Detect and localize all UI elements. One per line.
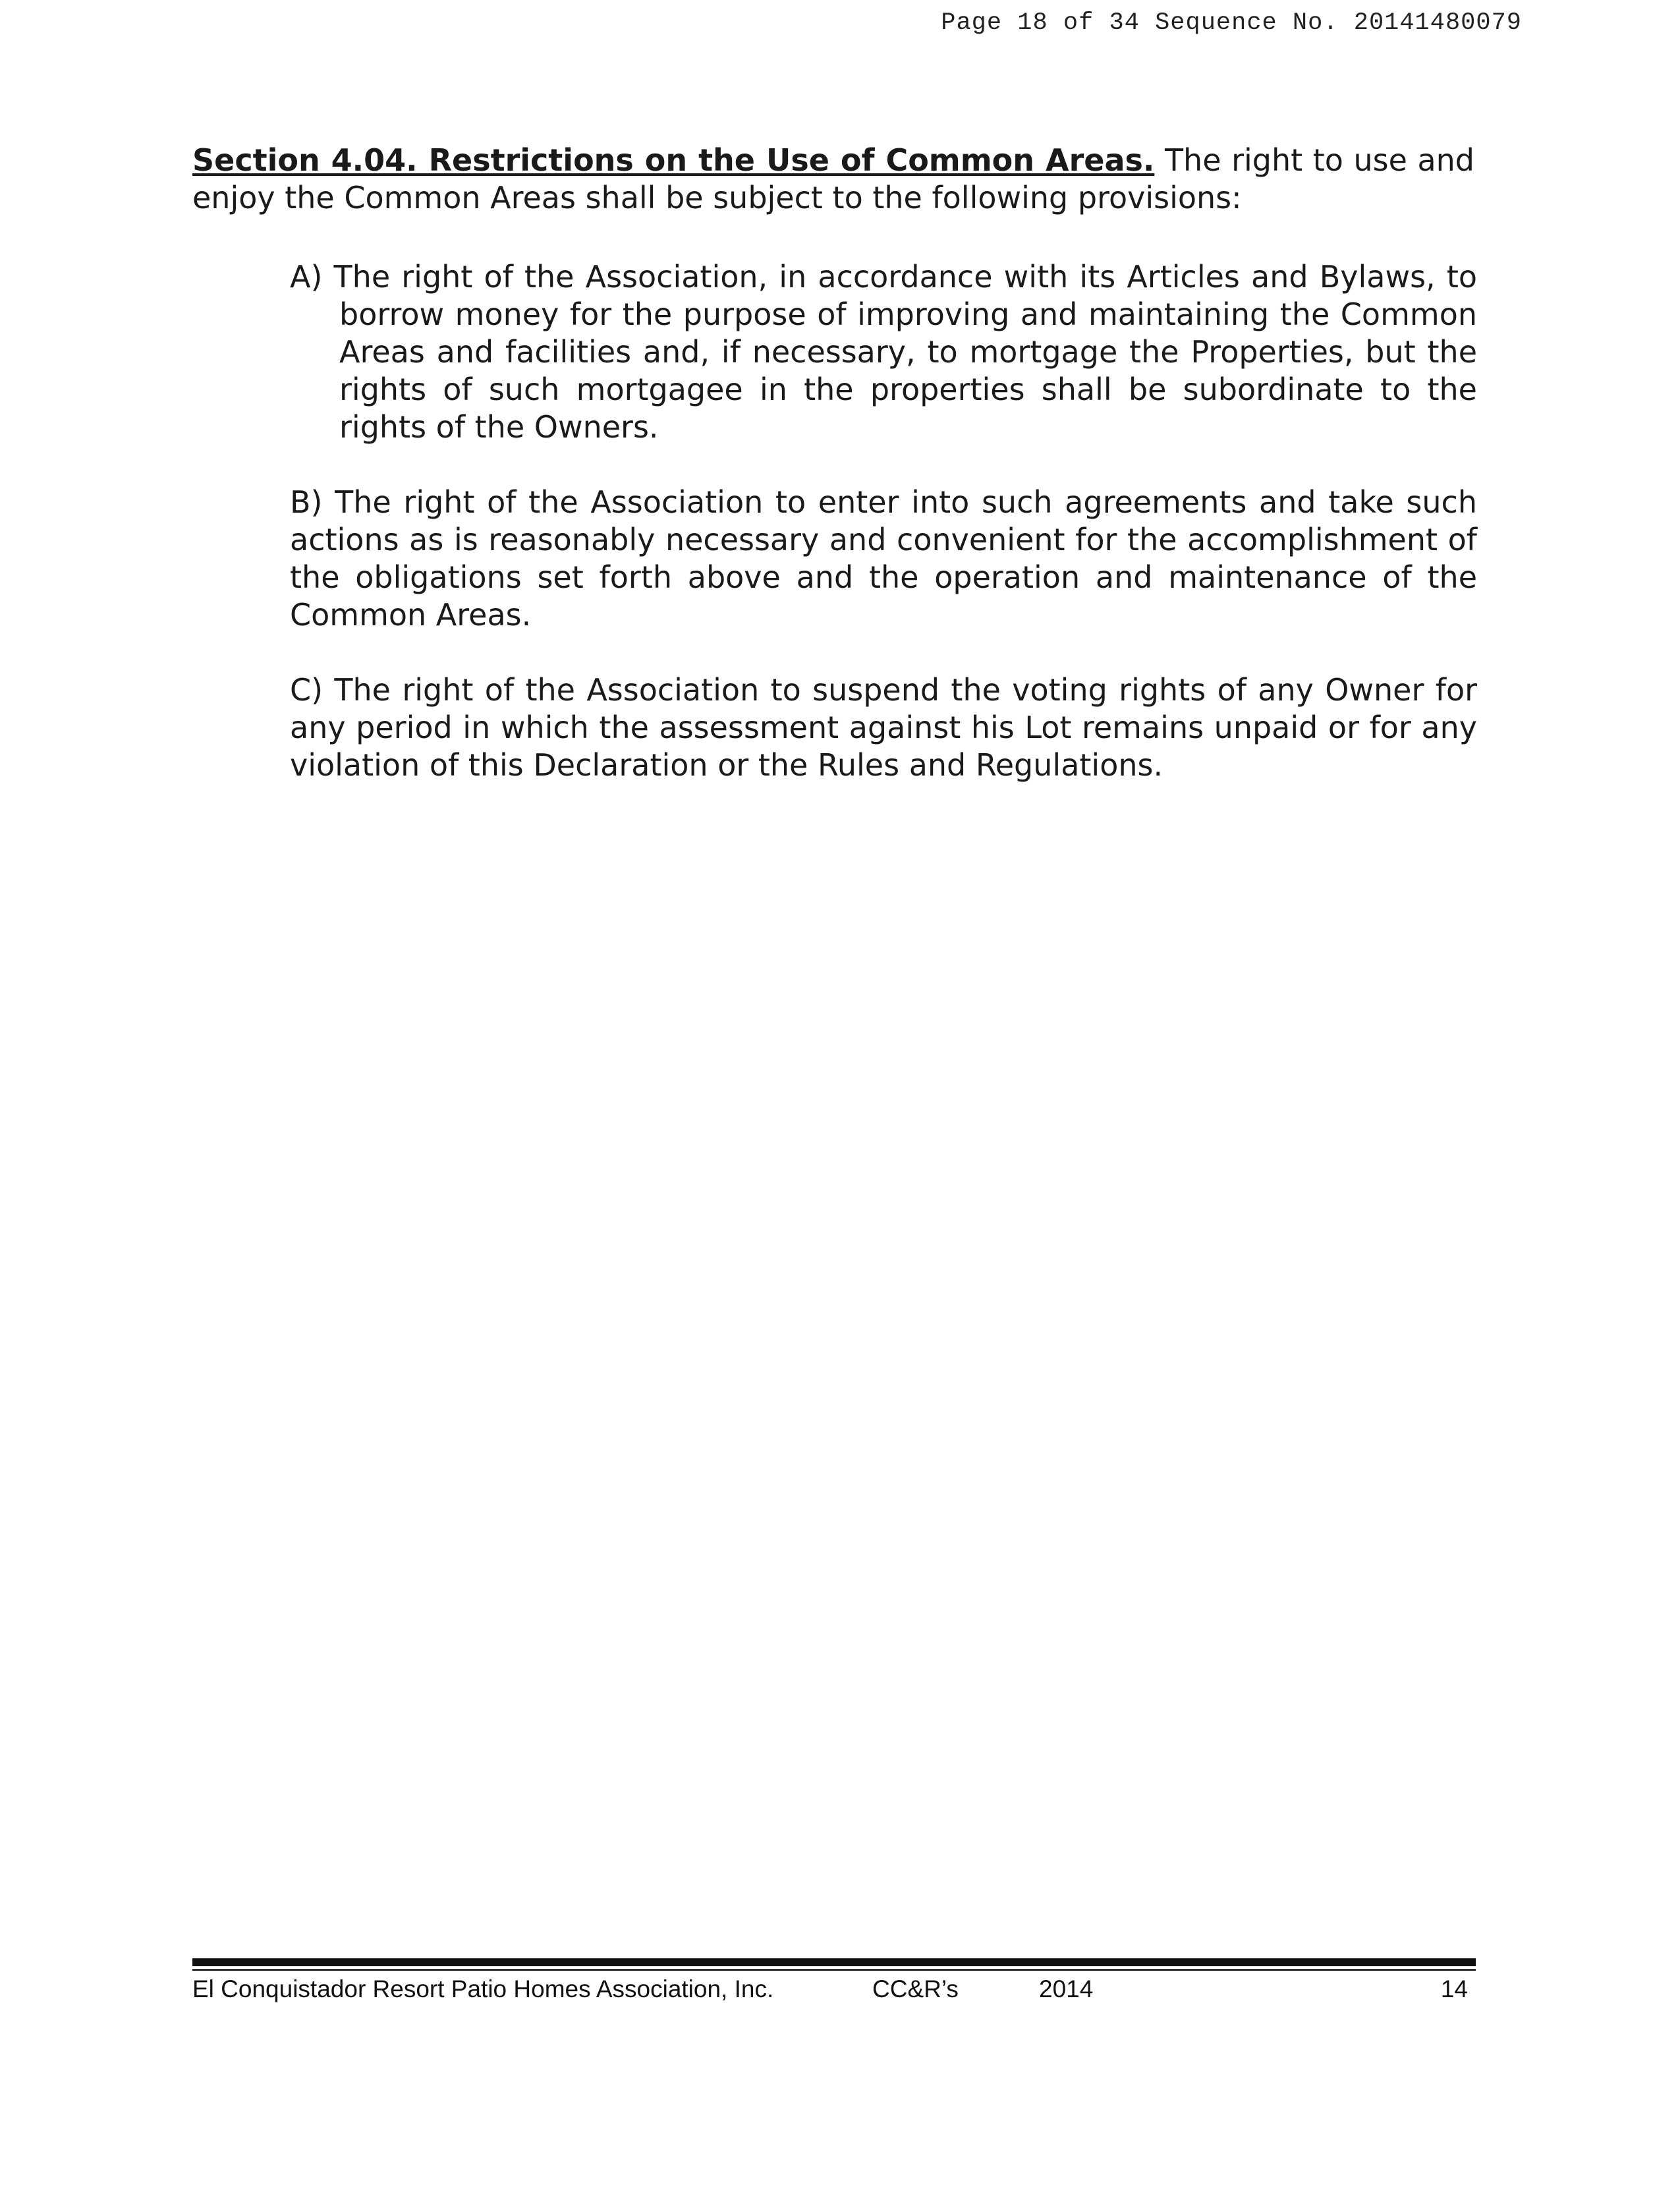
page-sequence-header: Page 18 of 34 Sequence No. 20141480079 [941, 9, 1522, 37]
footer-organization: El Conquistador Resort Patio Homes Association, Inc. [192, 1975, 774, 2002]
provision-a: A) The right of the Association, in accordance with its Articles and Bylaws, to borrow money for the purpose of improving and maintaining the Common Areas and facilities and, if necessary, to mortgage the Properties, but the rights of such mortgagee in the properties shall be subordinate to the rights of the Owners. [290, 259, 1477, 445]
provisions-list [290, 258, 1477, 784]
page-footer [192, 1975, 1476, 2010]
section-intro: The right to use and enjoy the Common Areas shall be subject to the following provisions: [192, 142, 1475, 215]
footer-document-name: CC&R’s [872, 1975, 959, 2002]
provision-c: C) The right of the Association to suspend the voting rights of any Owner for any period in which the assessment against his Lot remains unpaid or for any violation of this Declaration or the Rules and Regulations. [290, 672, 1477, 783]
footer-year: 2014 [1039, 1975, 1094, 2002]
footer-page-number: 14 [1440, 1975, 1468, 2002]
section-paragraph [192, 142, 1474, 217]
section-heading: Section 4.04. Restrictions on the Use of Common Areas. [192, 142, 1155, 178]
footer-divider [192, 1958, 1476, 1971]
provision-b: B) The right of the Association to enter into such agreements and take such actions as is reasonably necessary and convenient for the accomplishment of the obligations set forth above and the operation and maintenance of the Common Areas. [290, 484, 1477, 633]
